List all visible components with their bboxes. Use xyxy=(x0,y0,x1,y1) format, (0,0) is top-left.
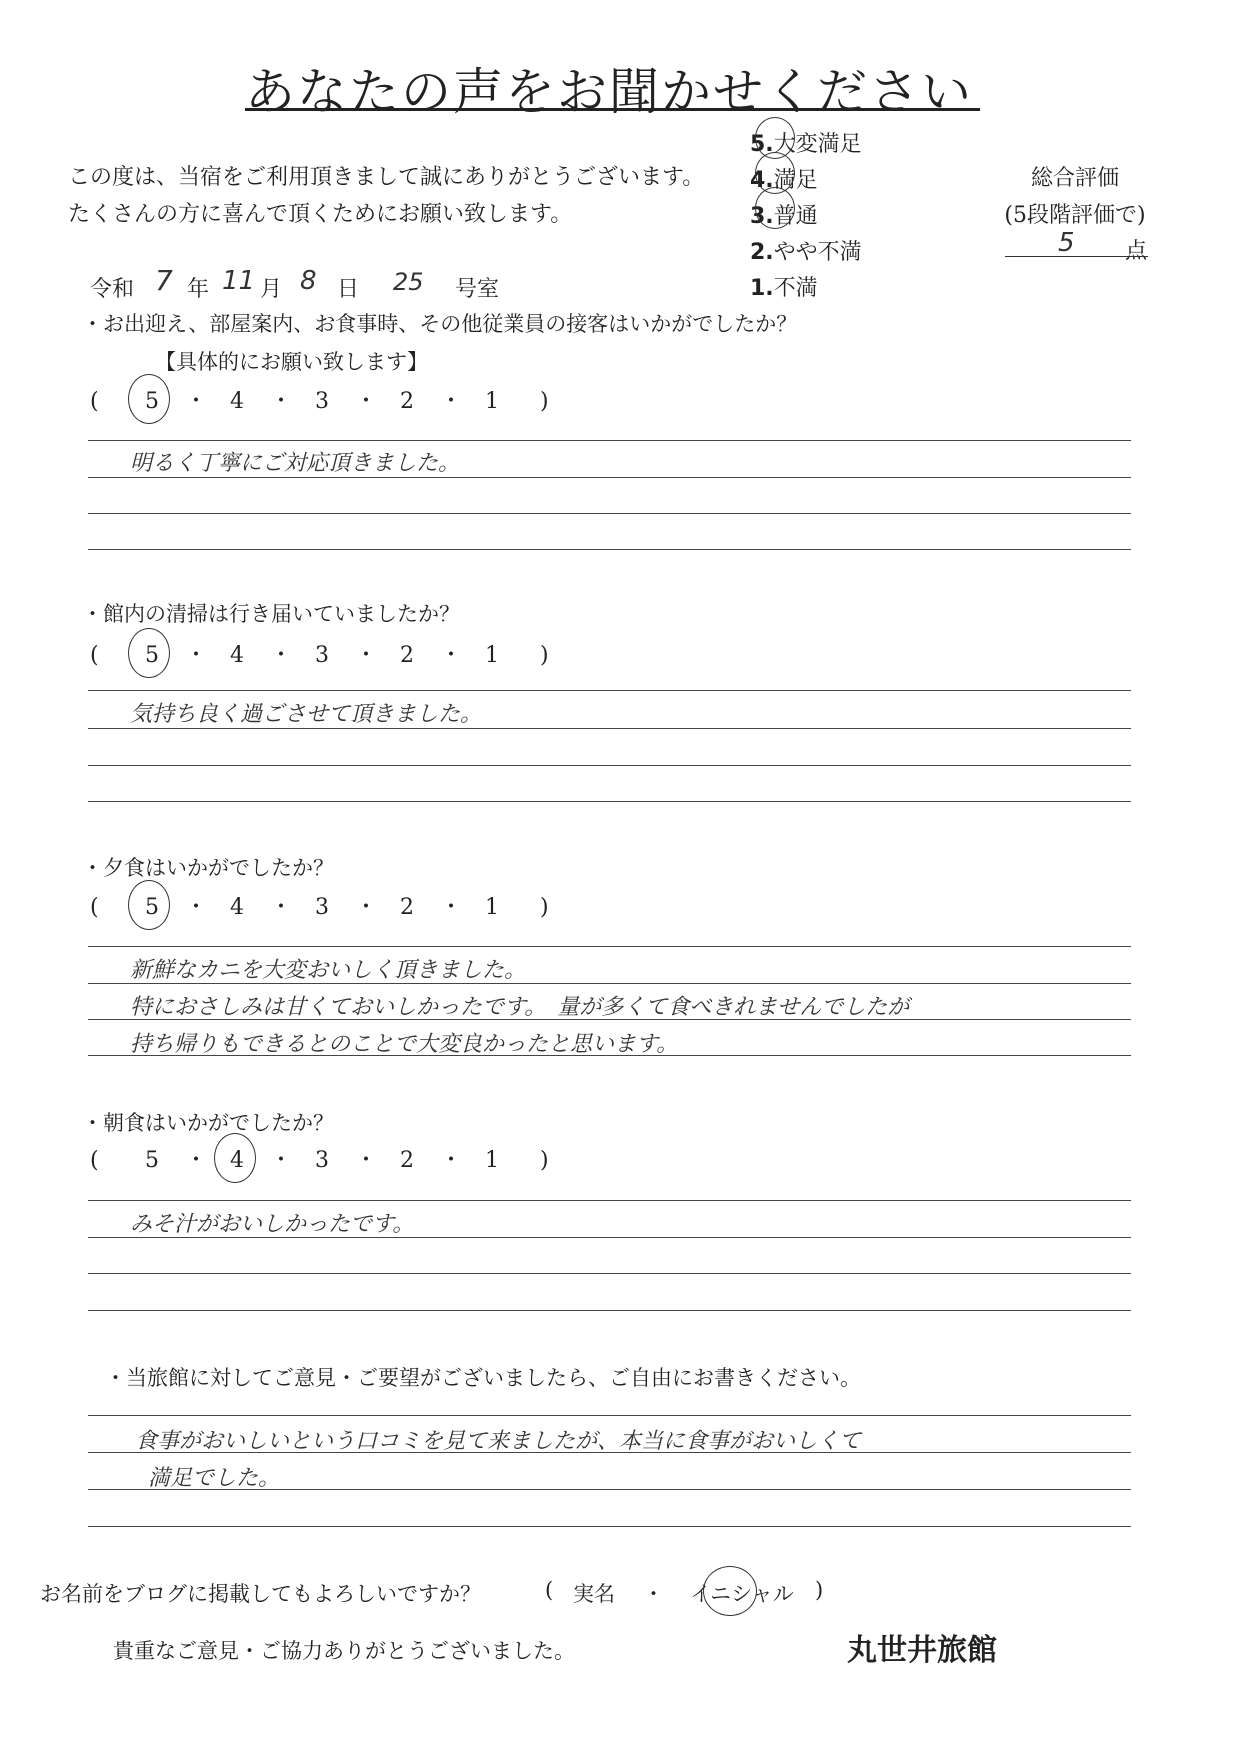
rating-row-4: ( 5 ・ 4 ・ 3 ・ 2 ・ 1 ) xyxy=(90,1148,549,1173)
answer-line xyxy=(88,946,1131,947)
intro-line-2: たくさんの方に喜んで頂くためにお願い致します。 xyxy=(68,202,573,227)
era-label: 令和 xyxy=(90,277,135,302)
blog-option-initial: イニシャル xyxy=(690,1582,794,1606)
blog-question: お名前をブログに掲載してもよろしいですか？ xyxy=(40,1582,481,1606)
title-underline xyxy=(245,108,980,111)
question-opinion: ・当旅館に対してご意見・ご要望がございましたら、ご自由にお書きください。 xyxy=(105,1366,861,1390)
scale-item-3: 3.普通 xyxy=(750,204,818,229)
intro-line-1: この度は、当宿をご利用頂きまして誠にありがとうございます。 xyxy=(68,165,705,190)
ryokan-name: 丸世井旅館 xyxy=(847,1633,997,1668)
selection-circle-q4 xyxy=(214,1133,256,1183)
page-title: あなたの声をお聞かせください xyxy=(245,63,973,121)
blog-option-real-name: 実名 xyxy=(573,1582,615,1606)
answer-line xyxy=(88,1526,1131,1527)
answer-q3-line-1: 新鮮なカニを大変おいしく頂きました。 xyxy=(130,958,527,983)
month-value: 11 xyxy=(222,266,256,296)
month-unit: 月 xyxy=(260,277,283,302)
answer-opinion-line-2: 満足でした。 xyxy=(148,1466,281,1491)
day-value: 8 xyxy=(300,266,317,296)
question-1: ・お出迎え、部屋案内、お食事時、その他従業員の接客はいかがでしたか？ xyxy=(82,312,798,336)
answer-line xyxy=(88,477,1131,478)
scale-item-2: 2.やや不満 xyxy=(750,240,862,265)
answer-line xyxy=(88,513,1131,514)
question-4: ・朝食はいかがでしたか？ xyxy=(82,1111,334,1135)
room-unit: 号室 xyxy=(455,277,500,302)
answer-line xyxy=(88,728,1131,729)
answer-line xyxy=(88,1415,1131,1416)
answer-line xyxy=(88,765,1131,766)
overall-label: 総合評価 xyxy=(1030,166,1119,191)
question-3: ・夕食はいかがでしたか？ xyxy=(82,856,334,880)
rating-row-1: ( 5 ・ 4 ・ 3 ・ 2 ・ 1 ) xyxy=(90,389,549,414)
answer-opinion-line-1: 食事がおいしいという口コミを見て来ましたが、本当に食事がおいしくて xyxy=(135,1429,862,1454)
year-unit: 年 xyxy=(187,277,210,302)
request-note: 【具体的にお願い致します】 xyxy=(155,350,428,374)
blog-close-paren: ) xyxy=(815,1578,824,1602)
overall-score: 5 xyxy=(1058,228,1075,258)
answer-q3-line-3: 持ち帰りもできるとのことで大変良かったと思います。 xyxy=(130,1032,679,1057)
answer-line xyxy=(88,801,1131,802)
blog-selection-circle xyxy=(703,1566,757,1616)
overall-selection-circle-3 xyxy=(755,187,795,229)
year-value: 7 xyxy=(155,264,173,297)
overall-score-line xyxy=(1005,256,1148,257)
blog-separator: ・ xyxy=(643,1582,664,1606)
answer-line xyxy=(88,1200,1131,1201)
rating-row-3: ( 5 ・ 4 ・ 3 ・ 2 ・ 1 ) xyxy=(90,895,549,920)
answer-q1-line-1: 明るく丁寧にご対応頂きました。 xyxy=(130,451,461,476)
scale-item-1: 1.不満 xyxy=(750,276,818,301)
rating-row-2: ( 5 ・ 4 ・ 3 ・ 2 ・ 1 ) xyxy=(90,643,549,668)
selection-circle-q3 xyxy=(128,880,170,930)
selection-circle-q2 xyxy=(128,628,170,678)
room-value: 25 xyxy=(393,268,424,296)
selection-circle-q1 xyxy=(128,374,170,424)
scale-item-5: 5.大変満足 xyxy=(750,132,862,157)
answer-q2-line-1: 気持ち良く過ごさせて頂きました。 xyxy=(130,702,483,727)
blog-open-paren: ( xyxy=(545,1578,554,1602)
answer-line xyxy=(88,690,1131,691)
scale-item-4: 4.満足 xyxy=(750,168,818,193)
answer-q3-line-2: 特におさしみは甘くておいしかったです。 量が多くて食べきれませんでしたが xyxy=(130,995,910,1020)
day-unit: 日 xyxy=(337,277,360,302)
overall-unit: 点 xyxy=(1125,239,1148,264)
question-2: ・館内の清掃は行き届いていましたか？ xyxy=(82,602,460,626)
overall-sublabel: (5段階評価で) xyxy=(1004,203,1146,228)
answer-line xyxy=(88,440,1131,441)
answer-q4-line-1: みそ汁がおいしかったです。 xyxy=(130,1212,415,1237)
answer-line xyxy=(88,1273,1131,1274)
answer-line xyxy=(88,549,1131,550)
thanks-message: 貴重なご意見・ご協力ありがとうございました。 xyxy=(113,1639,575,1663)
answer-line xyxy=(88,1310,1131,1311)
